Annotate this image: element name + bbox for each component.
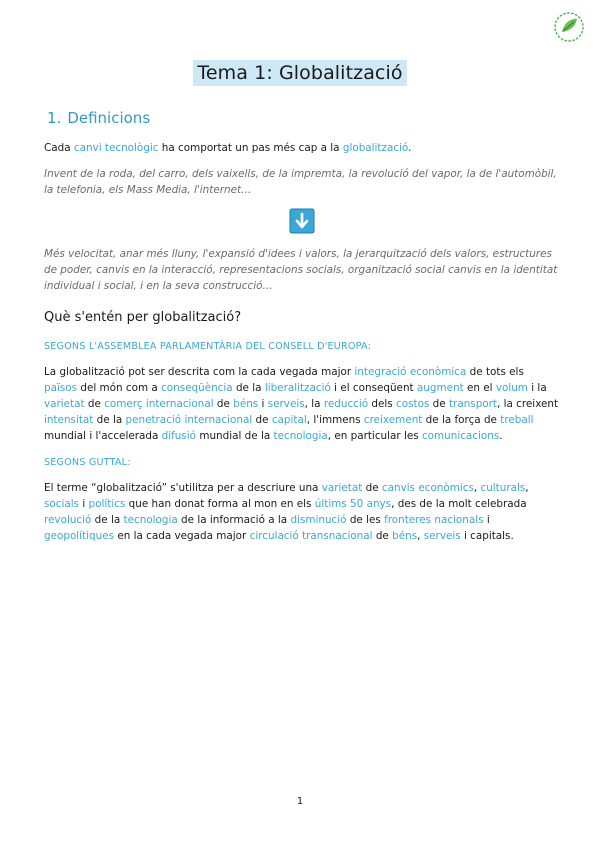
arrow-down-icon (289, 208, 315, 234)
text-run: de les (346, 514, 385, 526)
highlighted-term: geopolítiques (44, 530, 115, 542)
highlighted-term: volum (495, 382, 528, 394)
highlighted-term: comerç internacional (104, 398, 214, 410)
highlighted-term: països (44, 382, 78, 394)
text-run: de (252, 414, 272, 426)
highlighted-term: circulació transnacional (249, 530, 373, 542)
text-run: de la (93, 414, 126, 426)
highlighted-term: canvi tecnològic (73, 142, 159, 154)
highlighted-term: béns (392, 530, 418, 542)
text-run: Cada (44, 142, 74, 154)
leaf-seal-logo (552, 10, 586, 44)
question-heading: Què s'entén per globalització? (44, 310, 242, 325)
text-run: , l'immens (306, 414, 364, 426)
highlighted-term: comunicacions (421, 430, 500, 442)
text-run: , la (304, 398, 324, 410)
highlighted-term: augment (416, 382, 464, 394)
highlighted-term: costos (396, 398, 430, 410)
section-heading (47, 109, 150, 127)
text-run: que han donat forma al mon en els (125, 498, 315, 510)
highlighted-term: últims 50 anys (314, 498, 392, 510)
text-run: de (429, 398, 449, 410)
highlighted-term: difusió (161, 430, 197, 442)
text-run: de (213, 398, 234, 410)
section-number: 1. (47, 109, 62, 127)
highlighted-term: transport (448, 398, 497, 410)
highlighted-term: penetració internacional (125, 414, 253, 426)
highlighted-term: serveis (423, 530, 461, 542)
highlighted-term: socials (44, 498, 80, 510)
page-number: 1 (296, 796, 304, 807)
text-run: La globalització pot ser descrita com la cada vegada major (44, 366, 355, 378)
highlighted-term: capital (271, 414, 307, 426)
highlighted-term: liberalització (264, 382, 331, 394)
highlighted-term: polítics (88, 498, 126, 510)
highlighted-term: varietat (44, 398, 85, 410)
text-run: . (499, 430, 503, 442)
source-heading-1: SEGONS L'ASSEMBLEA PARLAMENTÀRIA DEL CONSELL D'EUROPA: (44, 341, 372, 352)
text-run: , des de la molt celebrada (391, 498, 527, 510)
highlighted-term: serveis (267, 398, 305, 410)
highlighted-term: treball (500, 414, 534, 426)
text-run: en la cada vegada major (114, 530, 250, 542)
text-run: , (525, 482, 529, 494)
text-run: i el conseqüent (330, 382, 417, 394)
text-run: en el (463, 382, 496, 394)
section-title: Definicions (67, 109, 151, 127)
text-run: de (362, 482, 382, 494)
intro-paragraph (44, 140, 559, 156)
text-run: del món com a (77, 382, 162, 394)
definition-paragraph-2 (44, 480, 559, 544)
text-run: i (483, 514, 490, 526)
highlighted-term: globalització (342, 142, 409, 154)
text-run: , (417, 530, 424, 542)
text-run: , (473, 482, 481, 494)
highlighted-term: tecnologia (273, 430, 328, 442)
highlighted-term: revolució (44, 514, 92, 526)
highlighted-term: béns (233, 398, 259, 410)
text-run: ha comportat un pas més cap a la (158, 142, 343, 154)
text-run: de (372, 530, 393, 542)
text-run: i capitals. (460, 530, 514, 542)
text-run: de la (91, 514, 124, 526)
text-run: de la força de (422, 414, 501, 426)
consequences-paragraph: Més velocitat, anar més lluny, l'expansió d'idees i valors, la jerarquització dels valors, estructures de poder, canvis en la interacció, representacions socials, organització social canvis en la identitat individual i social, i en la seva construcció… (44, 248, 558, 292)
page-title: Tema 1: Globalització (193, 60, 406, 86)
highlighted-term: intensitat (44, 414, 94, 426)
text-run: , en particular les (327, 430, 422, 442)
text-run: de la informació a la (177, 514, 291, 526)
highlighted-term: fronteres nacionals (384, 514, 484, 526)
text-run: de tots els (466, 366, 524, 378)
text-run: i (79, 498, 89, 510)
text-run: de (84, 398, 105, 410)
highlighted-term: reducció (323, 398, 369, 410)
examples-paragraph: Invent de la roda, del carro, dels vaixells, de la impremta, la revolució del vapor, la de l'automòbil, la telefonia, els Mass Media, l'internet… (44, 168, 557, 196)
text-run: El terme “globalització” s'utilitza per a descriure una (44, 482, 322, 494)
text-run: , la creixent (497, 398, 559, 410)
text-run: i la (527, 382, 547, 394)
text-run: mundial i l'accelerada (44, 430, 162, 442)
text-run: de la (232, 382, 265, 394)
text-run: dels (368, 398, 397, 410)
highlighted-term: integració econòmica (354, 366, 467, 378)
definition-paragraph-1 (44, 364, 559, 444)
text-run: . (408, 142, 412, 154)
highlighted-term: culturals (480, 482, 526, 494)
highlighted-term: conseqüència (161, 382, 233, 394)
source-heading-2: SEGONS GUTTAL: (44, 457, 131, 468)
text-run: i (258, 398, 268, 410)
text-run: mundial de la (196, 430, 274, 442)
highlighted-term: disminució (290, 514, 347, 526)
highlighted-term: tecnologia (123, 514, 178, 526)
highlighted-term: creixement (363, 414, 423, 426)
highlighted-term: varietat (321, 482, 363, 494)
highlighted-term: canvis econòmics (381, 482, 474, 494)
